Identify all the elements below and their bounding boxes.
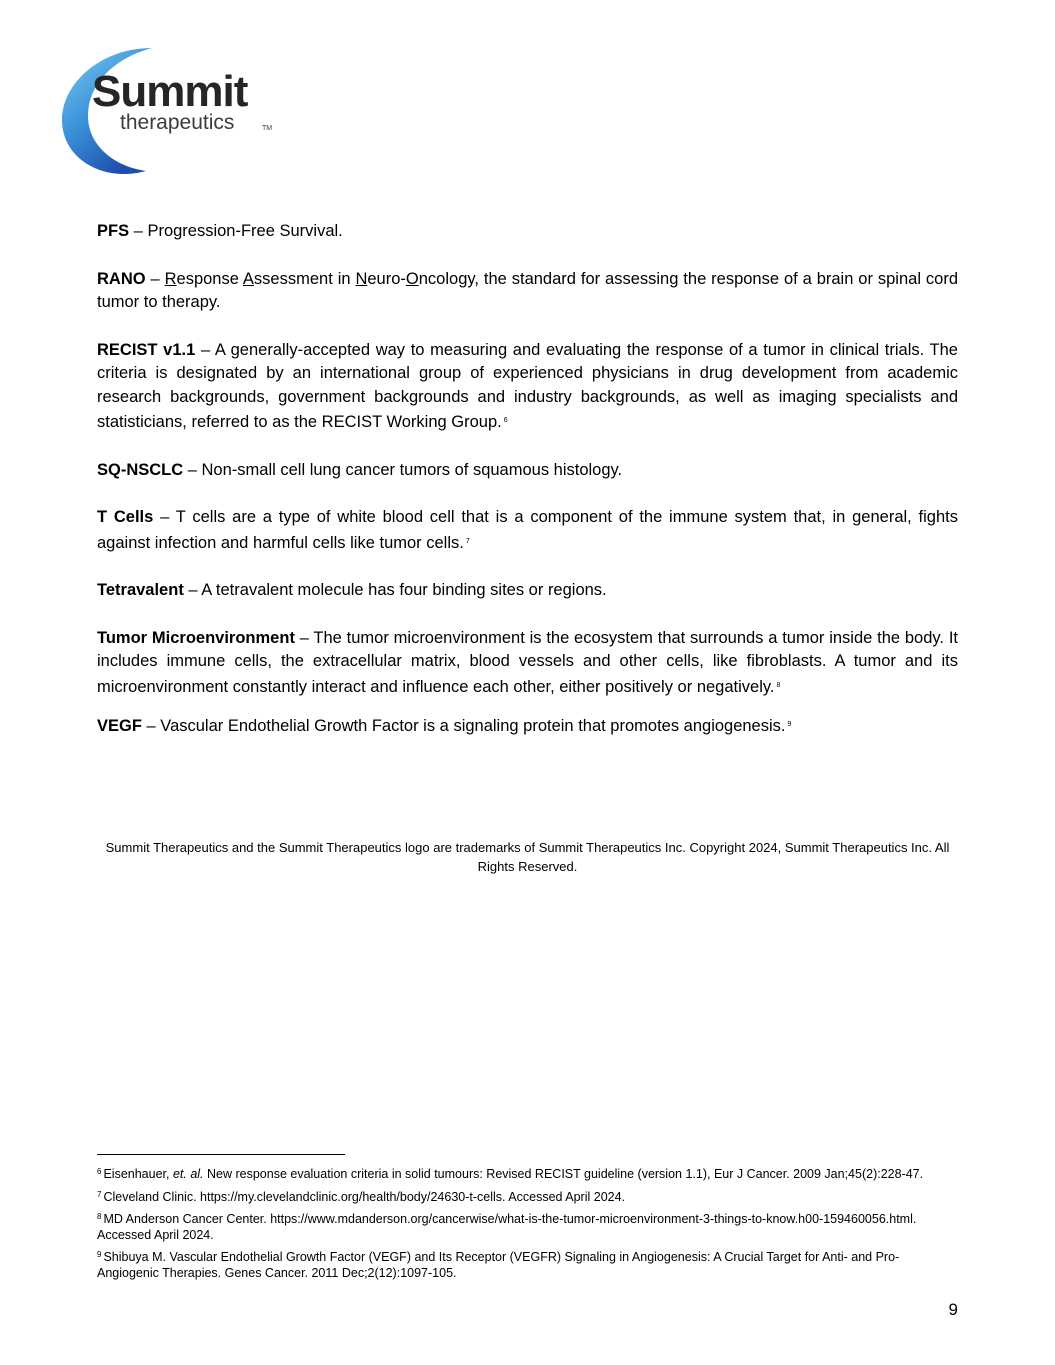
footnote-italic: et. al.	[172, 1167, 204, 1181]
glossary-term: T Cells	[97, 508, 154, 526]
glossary-entry-pfs	[97, 220, 958, 244]
footnote-text: Eisenhauer,	[103, 1167, 173, 1181]
footnote-text: Cleveland Clinic. https://my.clevelandclinic.org/health/body/24630-t-cells. Accessed April 2024.	[103, 1189, 626, 1204]
logo-subtitle: therapeutics	[120, 111, 235, 134]
logo-trademark: TM	[262, 125, 273, 132]
footnote-ref[interactable]: 6	[503, 417, 508, 424]
glossary-definition-part: –	[145, 269, 165, 288]
footnote-8	[97, 1209, 958, 1243]
glossary-definition: – Vascular Endothelial Growth Factor is a signaling protein that promotes angiogenesis.	[141, 717, 786, 735]
footnote-number: 6	[97, 1167, 102, 1176]
glossary	[97, 220, 958, 763]
footnote-text: MD Anderson Cancer Center. https://www.mdanderson.org/cancerwise/what-is-the-tumor-microenvironment-3-things-to-know.h00-159460056.html. Accessed April 2024.	[97, 1212, 917, 1242]
glossary-definition: – The tumor microenvironment is the ecosystem that surrounds a tumor inside the body. It includes immune cells, the extracellular matrix, blood vessels and other cells, like fibroblasts. A tumor and its microenvironment constantly interact and influence each other, either positively or negatively.	[97, 628, 958, 696]
footnotes	[97, 1164, 958, 1285]
footnote-6	[97, 1164, 958, 1183]
glossary-entry-rano	[97, 268, 958, 315]
footnote-7	[97, 1187, 958, 1206]
glossary-definition: – T cells are a type of white blood cell that is a component of the immune system that, in general, fights against infection and harmful cells like tumor cells.	[97, 508, 958, 552]
glossary-term: Tumor Microenvironment	[97, 628, 295, 647]
glossary-definition-part: ssessment in	[253, 269, 356, 288]
logo-wordmark: Summit	[92, 67, 248, 116]
glossary-entry-tetravalent	[97, 579, 958, 603]
footnote-number: 7	[97, 1189, 102, 1199]
acronym-letter: A	[242, 269, 254, 288]
glossary-definition-part: ncology, the standard for assessing the response of a brain or spinal cord tumor to therapy.	[97, 269, 958, 311]
glossary-entry-sq-nsclc	[97, 459, 958, 483]
footnote-ref[interactable]: 7	[465, 537, 470, 545]
footnote-divider	[97, 1154, 345, 1155]
glossary-definition: – A generally-accepted way to measuring and evaluating the response of a tumor in clinical trials. The criteria is designated by an international group of experienced physicians in drug development from academic research backgrounds, government backgrounds and industry backgrounds, as well as imaging specialists and statisticians, referred to as the RECIST Working Group.	[97, 340, 958, 431]
glossary-term: RANO	[97, 269, 146, 288]
glossary-definition-part: euro-	[367, 269, 406, 288]
glossary-definition-part: esponse	[176, 269, 243, 288]
glossary-term: Tetravalent	[97, 581, 184, 599]
trademark-notice: Summit Therapeutics and the Summit Therapeutics logo are trademarks of Summit Therapeutics Inc. Copyright 2024, Summit Therapeutics Inc. All Rights Reserved.	[105, 840, 950, 874]
glossary-term: RECIST v1.1	[97, 340, 196, 359]
glossary-definition: – A tetravalent molecule has four binding sites or regions.	[183, 581, 607, 599]
footnote-text: New response evaluation criteria in solid tumours: Revised RECIST guideline (version 1.1), Eur J Cancer. 2009 Jan;45(2):228-47.	[203, 1167, 924, 1181]
footnote-ref[interactable]: 8	[776, 681, 781, 689]
acronym-letter: R	[164, 269, 177, 288]
footnote-text: Shibuya M. Vascular Endothelial Growth Factor (VEGF) and Its Receptor (VEGFR) Signaling in Angiogenesis: A Crucial Target for Anti- and Pro-Angiogenic Therapies. Genes Cancer. 2011 Dec;2(12):1097-105.	[97, 1250, 900, 1280]
glossary-definition: – Progression-Free Survival.	[129, 222, 343, 240]
glossary-term: SQ-NSCLC	[97, 460, 184, 479]
glossary-term: VEGF	[97, 717, 142, 735]
footnote-number: 8	[97, 1212, 102, 1221]
glossary-entry-recist	[97, 339, 958, 435]
acronym-letter: N	[355, 269, 368, 288]
acronym-letter: O	[405, 269, 419, 288]
glossary-entry-vegf	[97, 713, 958, 739]
glossary-term: PFS	[97, 222, 130, 240]
footnote-number: 9	[97, 1250, 102, 1259]
page-number: 9	[948, 1300, 958, 1319]
glossary-definition: – Non-small cell lung cancer tumors of squamous histology.	[183, 460, 623, 479]
footnote-9	[97, 1247, 958, 1281]
summit-logo	[60, 44, 280, 176]
glossary-entry-t-cells	[97, 506, 958, 555]
footnote-ref[interactable]: 9	[787, 721, 792, 728]
glossary-entry-tumor-microenvironment	[97, 627, 958, 700]
